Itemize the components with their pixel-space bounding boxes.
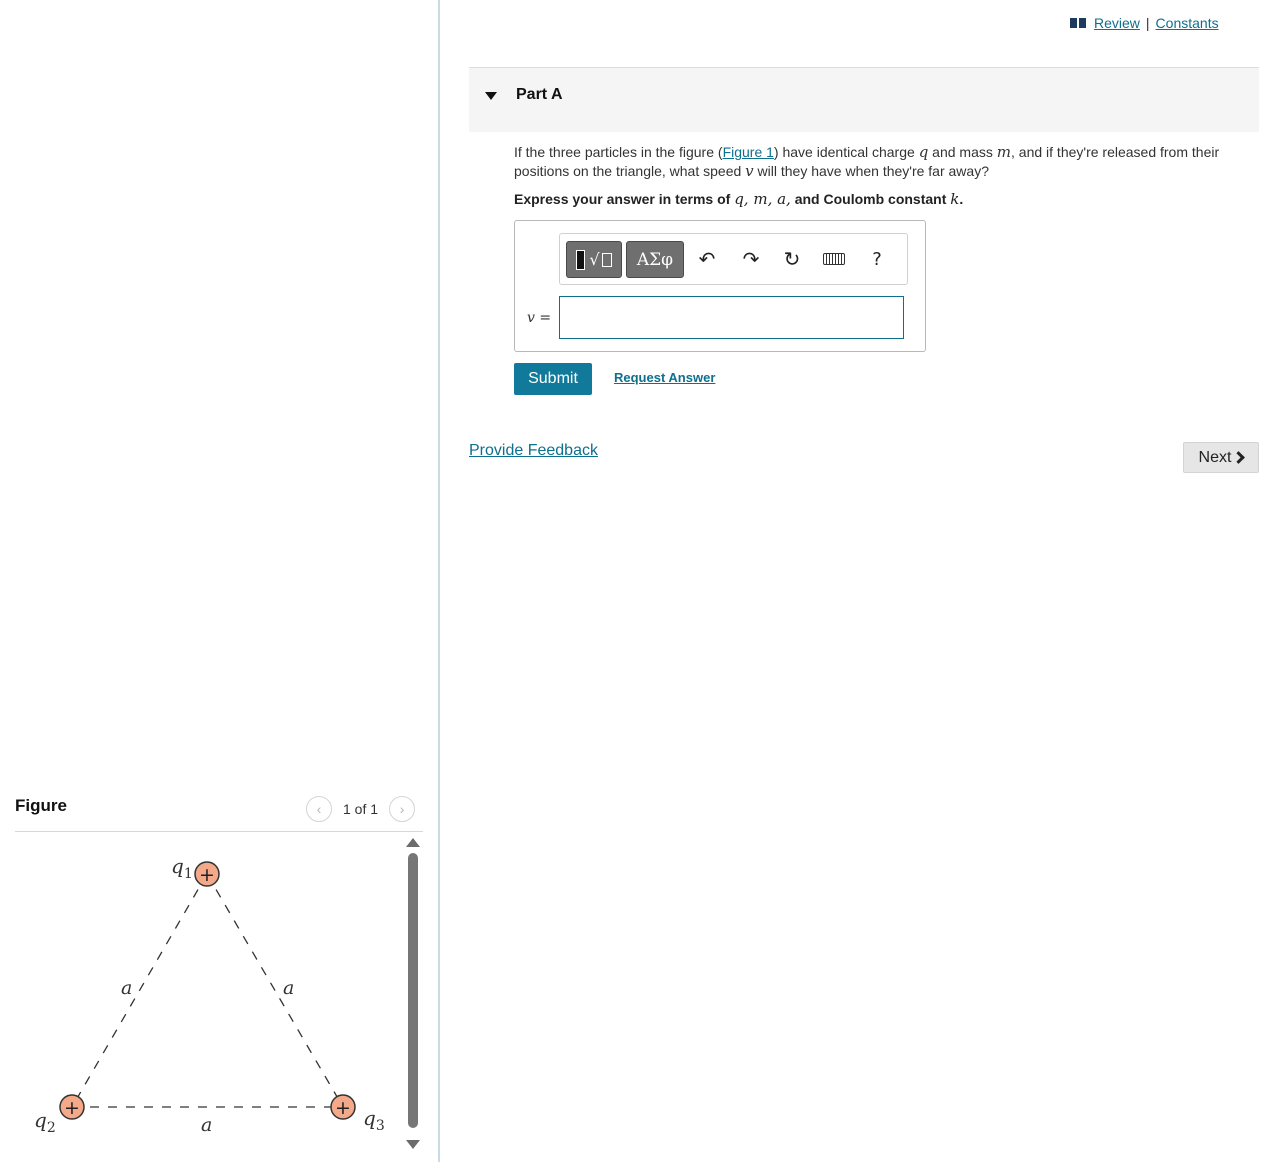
pager-prev-button[interactable] <box>306 796 332 822</box>
question-text: If the three particles in the figure (Figure 1) have identical charge q and mass m, and if they're released from their positions on the triangle, what speed v will they have when they're far away? <box>514 143 1220 180</box>
answer-input[interactable] <box>559 296 904 339</box>
label-q2: $q_2$ <box>34 1108 56 1136</box>
book-icon <box>1070 18 1086 28</box>
submit-button[interactable]: Submit <box>514 363 592 395</box>
label-q1: $q_1$ <box>171 854 193 882</box>
header-links <box>1070 15 1219 31</box>
label-side-right: a <box>283 977 295 999</box>
undo-button[interactable] <box>693 244 721 274</box>
label-side-bottom: a <box>201 1114 213 1136</box>
charge-q3 <box>331 1095 355 1119</box>
link-separator: | <box>1145 15 1150 31</box>
greek-symbols-button[interactable] <box>626 241 684 278</box>
triangle-figure <box>0 835 400 1155</box>
figure-link[interactable]: Figure 1 <box>722 144 774 160</box>
charge-q2 <box>60 1095 84 1119</box>
charge-q1 <box>195 862 219 886</box>
next-button[interactable] <box>1183 442 1259 473</box>
keyboard-button[interactable] <box>820 244 848 274</box>
keyboard-icon <box>823 253 845 265</box>
side-right-line <box>207 874 343 1107</box>
help-button[interactable] <box>863 244 891 274</box>
figure-pane <box>0 0 438 1162</box>
plus-sign: + <box>335 1097 351 1119</box>
chevron-left-icon: ‹ <box>316 801 322 817</box>
answer-variable-label: v = <box>527 310 552 326</box>
plus-sign: + <box>199 864 215 886</box>
answer-box <box>514 220 926 352</box>
redo-icon: ↷ <box>742 248 760 271</box>
label-q3: $q_3$ <box>363 1106 385 1134</box>
plus-sign: + <box>64 1097 80 1119</box>
answer-instruction: Express your answer in terms of q, m, a, and Coulomb constant k. <box>514 190 964 208</box>
side-left-line <box>72 874 207 1107</box>
part-a-header[interactable] <box>469 67 1259 132</box>
chevron-right-icon: › <box>399 801 405 817</box>
help-icon: ? <box>872 248 882 270</box>
templates-icon: √ <box>576 250 611 270</box>
scroll-up-arrow[interactable] <box>406 838 420 847</box>
templates-button[interactable] <box>566 241 622 278</box>
review-link[interactable]: Review <box>1094 15 1140 31</box>
caret-down-icon <box>485 92 497 100</box>
figure-divider <box>15 831 423 832</box>
chevron-right-icon <box>1233 451 1246 464</box>
math-toolbar <box>559 233 908 285</box>
redo-button[interactable] <box>737 244 765 274</box>
figure-title: Figure <box>15 796 67 815</box>
constants-link[interactable]: Constants <box>1155 15 1219 31</box>
figure-pager <box>306 796 415 822</box>
part-title: Part A <box>516 86 563 103</box>
greek-symbols-icon: ΑΣφ <box>636 249 674 270</box>
pager-text: 1 of 1 <box>343 801 379 817</box>
label-side-left: a <box>121 977 133 999</box>
provide-feedback-link[interactable]: Provide Feedback <box>469 442 598 459</box>
reset-button[interactable] <box>778 244 806 274</box>
undo-icon: ↶ <box>698 248 716 271</box>
request-answer-link[interactable]: Request Answer <box>614 370 716 385</box>
pane-divider[interactable] <box>438 0 440 1162</box>
scrollbar-thumb[interactable] <box>408 853 418 1128</box>
next-label: Next <box>1198 448 1232 466</box>
scroll-down-arrow[interactable] <box>406 1140 420 1149</box>
pager-next-button[interactable] <box>389 796 415 822</box>
reset-icon: ↻ <box>783 248 801 271</box>
